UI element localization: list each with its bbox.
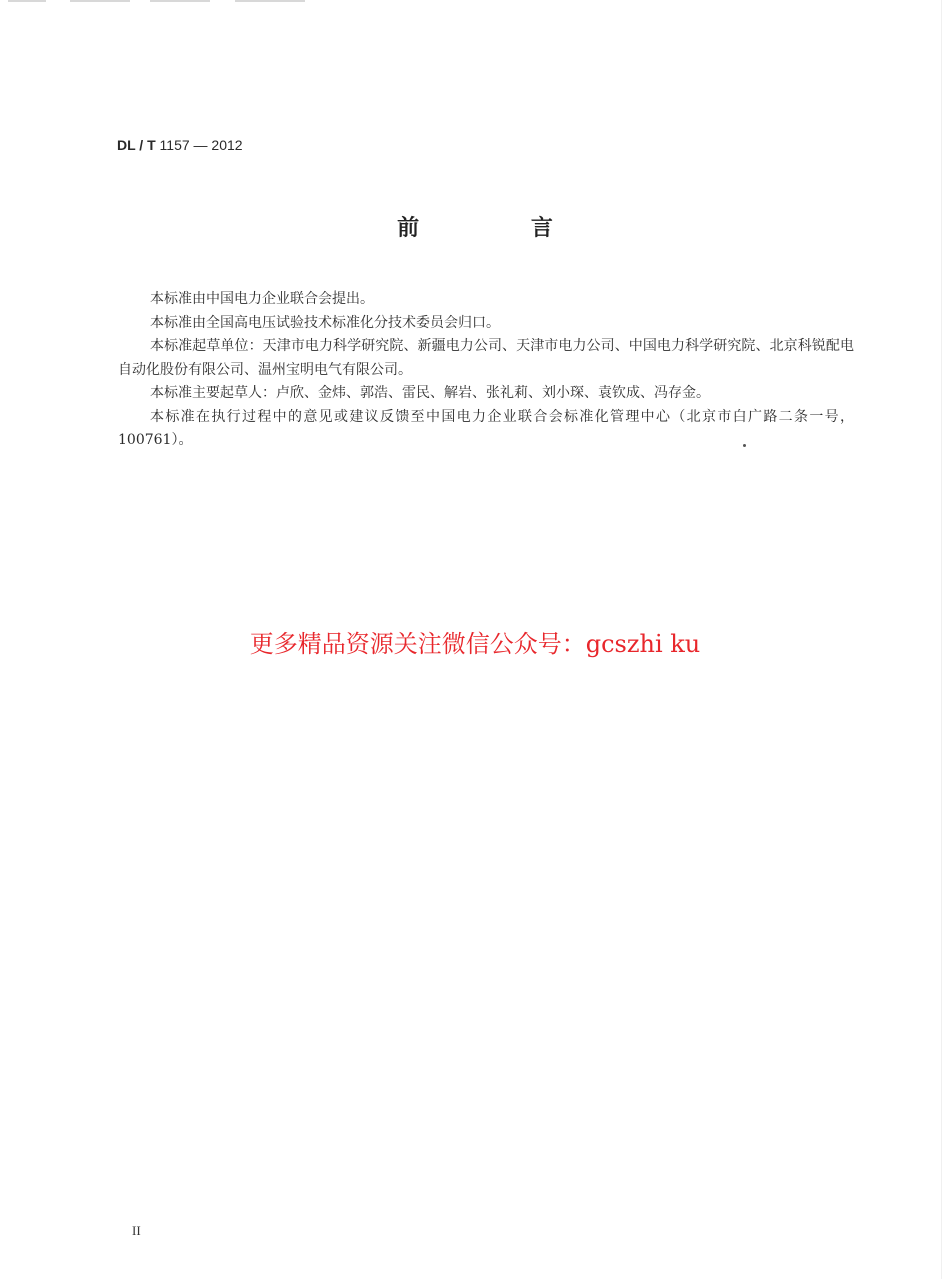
standard-code-number: 1157 — 2012 [159,137,243,153]
standard-code-prefix: DL / T [117,137,156,153]
page-title: 前 言 [397,216,605,241]
foreword-paragraph: 本标准由全国高电压试验技术标准化分技术委员会归口。 [150,314,500,331]
page-number: II [132,1223,141,1238]
foreword-paragraph: 本标准起草单位：天津市电力科学研究院、新疆电力公司、天津市电力公司、中国电力科学研究院、北京科锐配电自动化股份有限公司、温州宝明电气有限公司。 [118,338,854,378]
foreword-body [118,288,854,453]
promo-watermark-text: 更多精品资源关注微信公众号：gcszhi ku [249,630,701,658]
scan-speck [743,444,746,447]
foreword-paragraph: 本标准在执行过程中的意见或建议反馈至中国电力企业联合会标准化管理中心（北京市白广路二条一号，100761）。 [118,408,854,448]
foreword-paragraph: 本标准由中国电力企业联合会提出。 [150,291,374,307]
foreword-paragraph: 本标准主要起草人：卢欣、金炜、郭浩、雷民、解岩、张礼莉、刘小琛、袁钦成、冯存金。 [150,385,710,401]
standard-code [117,137,243,153]
scan-top-marks [0,0,330,4]
